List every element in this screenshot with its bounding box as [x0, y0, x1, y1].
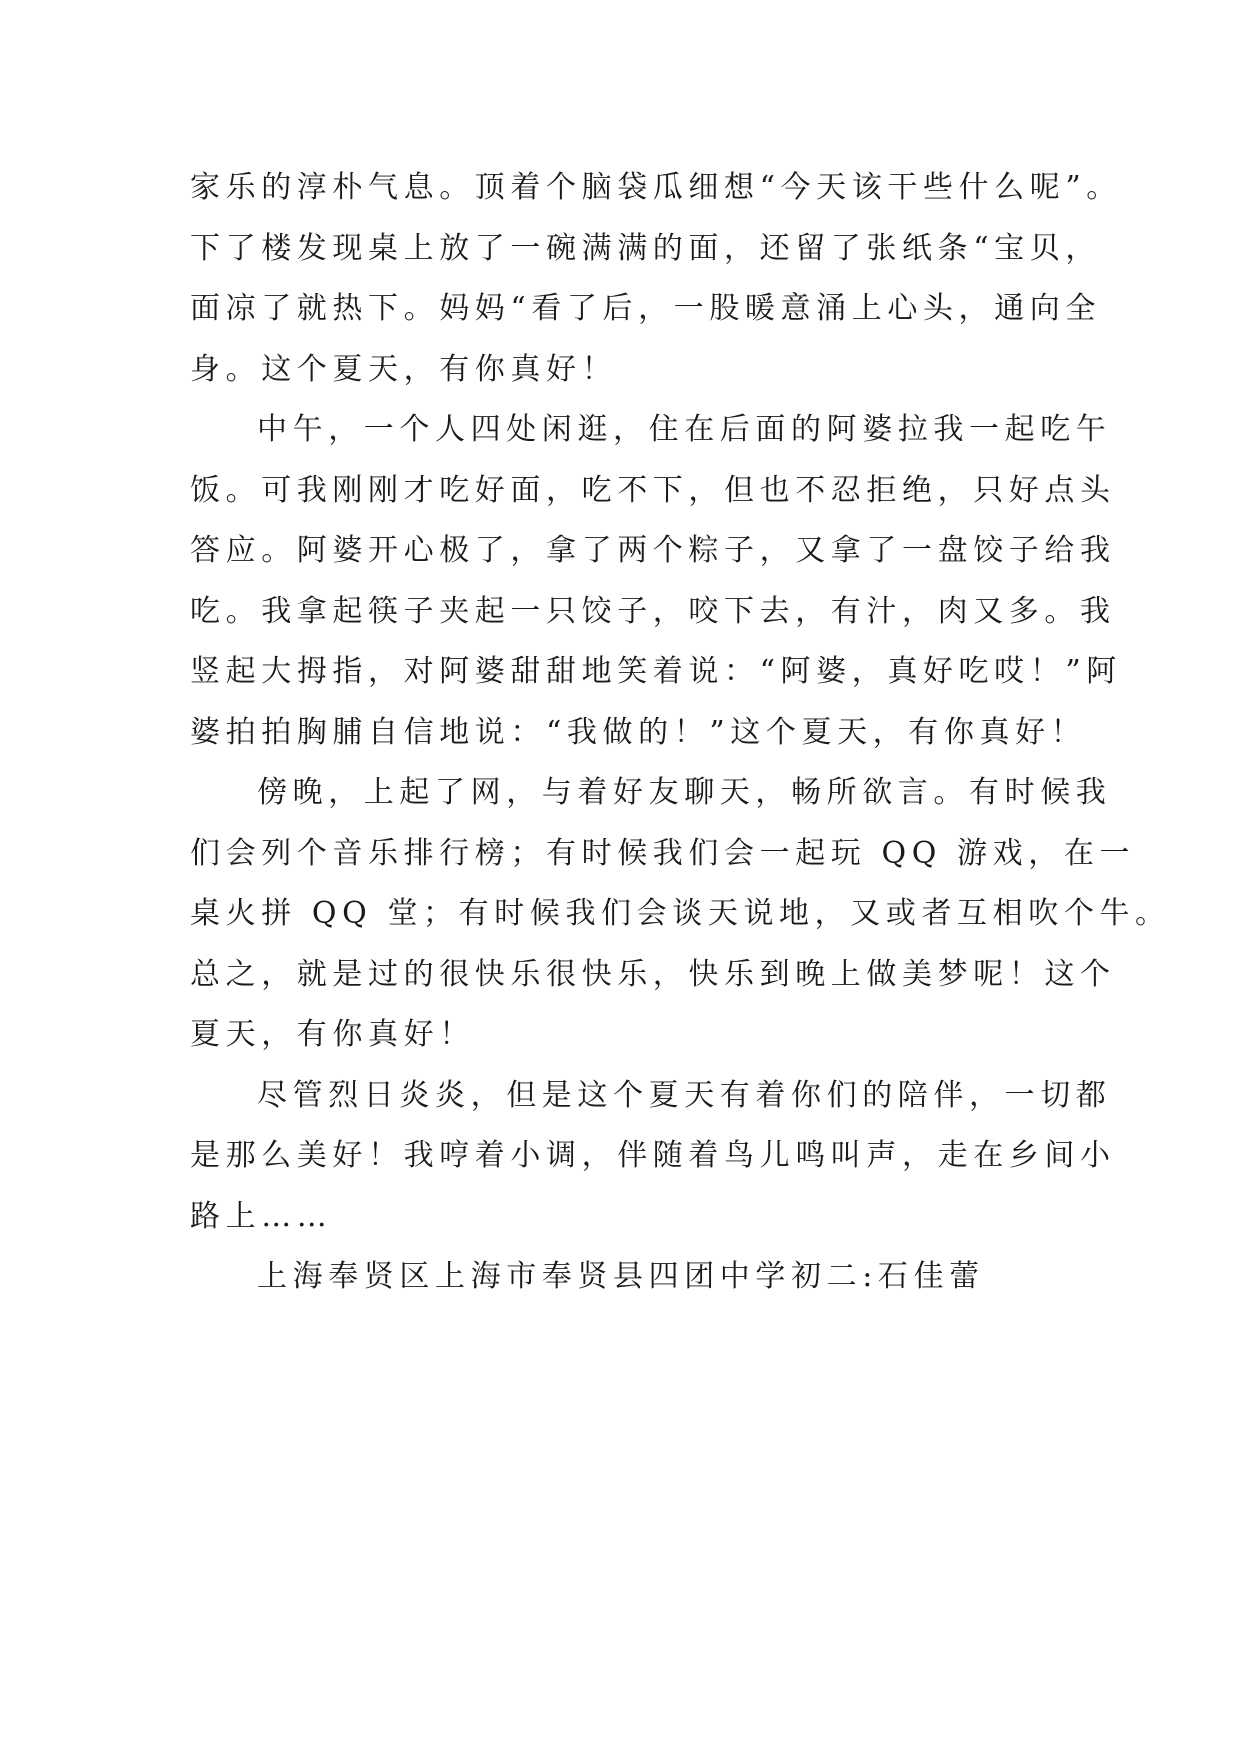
text-line: 路上……	[190, 1198, 333, 1234]
text-line: 婆拍拍胸脯自信地说：“我做的！”这个夏天，有你真好！	[190, 714, 1087, 750]
paragraph-start-line: 傍晚，上起了网，与着好友聊天，畅所欲言。有时候我	[257, 775, 1112, 810]
text-line: 下了楼发现桌上放了一碗满满的面，还留了张纸条“宝贝，	[190, 230, 1101, 266]
text-line: 家乐的淳朴气息。顶着个脑袋瓜细想“今天该干些什么呢”。	[190, 170, 1122, 205]
essay-body	[190, 158, 1171, 1308]
text-line: 吃。我拿起筷子夹起一只饺子，咬下去，有汁，肉又多。我	[190, 593, 1116, 629]
text-line: 身。这个夏天，有你真好！	[190, 351, 618, 387]
text-line: 总之，就是过的很快乐很快乐，快乐到晚上做美梦呢！这个	[190, 956, 1116, 992]
paragraph-start-line: 中午，一个人四处闲逛，住在后面的阿婆拉我一起吃午	[257, 412, 1112, 447]
text-line: 答应。阿婆开心极了，拿了两个粽子，又拿了一盘饺子给我	[190, 533, 1116, 568]
text-line: 桌火拼 QQ 堂；有时候我们会谈天说地，又或者互相吹个牛。	[190, 896, 1171, 931]
text-line: 竖起大拇指，对阿婆甜甜地笑着说：“阿婆，真好吃哎！”阿	[190, 654, 1122, 689]
text-line: 面凉了就热下。妈妈“看了后，一股暖意涌上心头，通向全	[190, 291, 1101, 326]
paragraph-start-line: 尽管烈日炎炎，但是这个夏天有着你们的陪伴，一切都	[257, 1077, 1112, 1113]
author-attribution: 上海奉贤区上海市奉贤县四团中学初二:石佳蕾	[257, 1259, 985, 1294]
text-line: 们会列个音乐排行榜；有时候我们会一起玩 QQ 游戏，在一	[190, 835, 1136, 871]
text-line: 饭。可我刚刚才吃好面，吃不下，但也不忍拒绝，只好点头	[190, 472, 1116, 508]
text-line: 夏天，有你真好！	[190, 1017, 475, 1052]
text-line: 是那么美好！我哼着小调，伴随着鸟儿鸣叫声，走在乡间小	[190, 1138, 1116, 1173]
